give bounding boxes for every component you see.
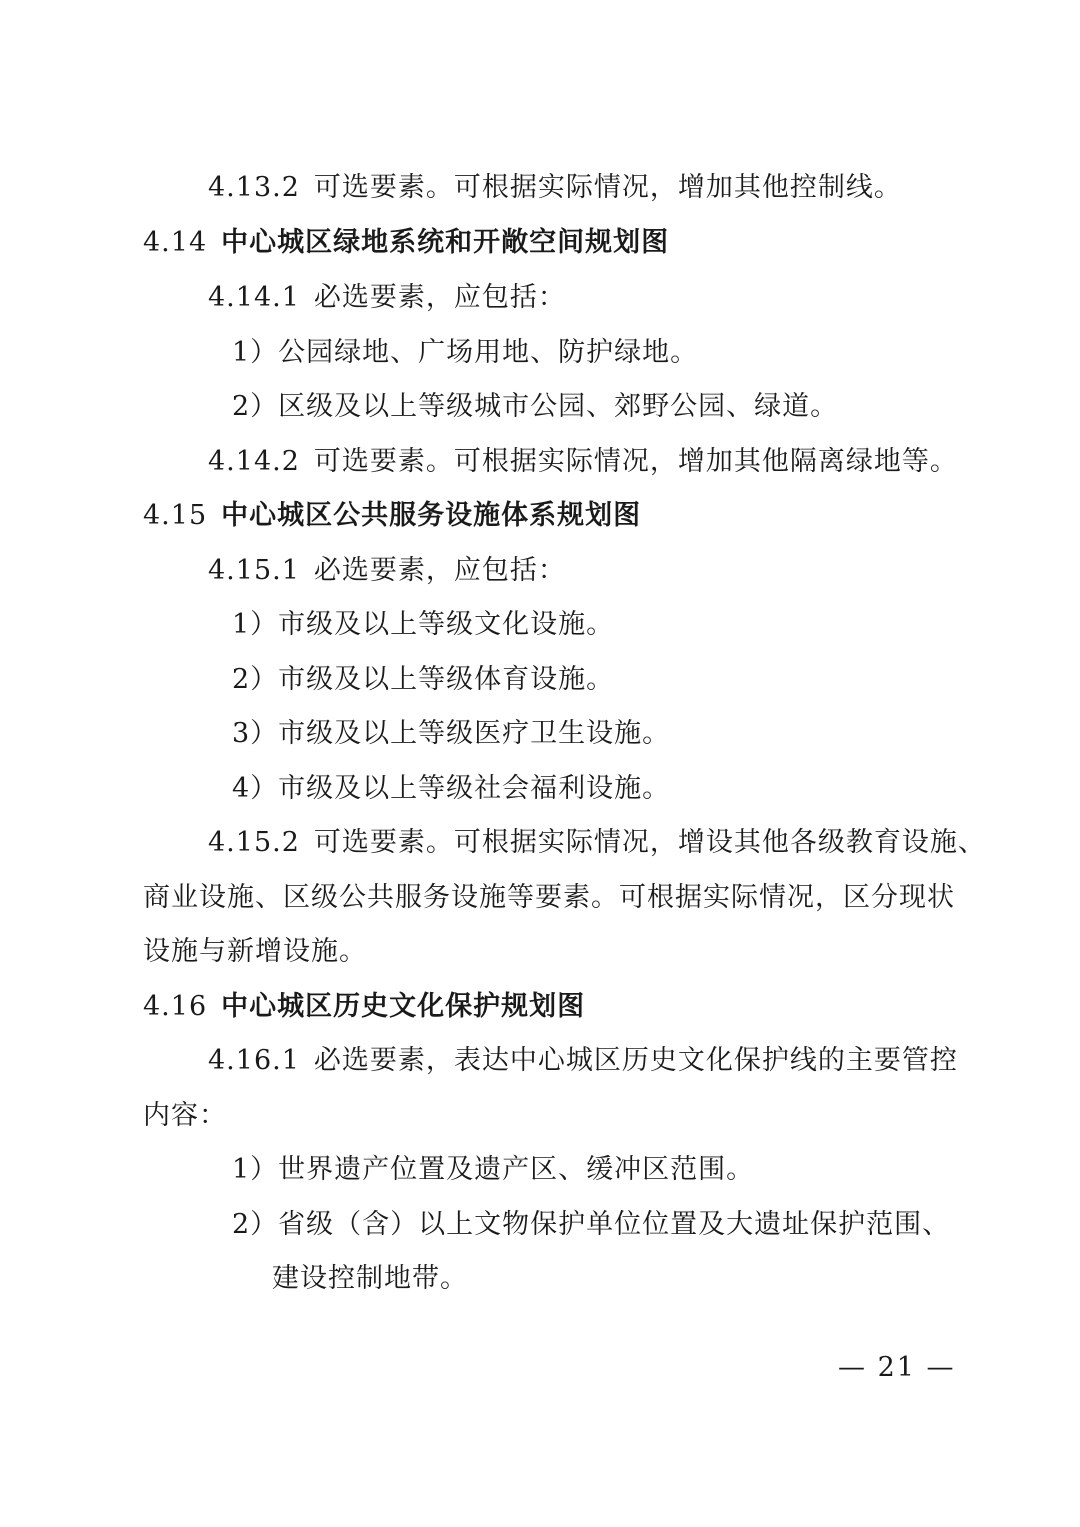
clause-text: 可选要素。可根据实际情况，增加其他控制线。 — [313, 172, 902, 203]
section-number: 4.15 — [143, 500, 208, 531]
list-item: 2）市级及以上等级体育设施。 — [232, 664, 615, 695]
paragraph-continuation: 内容： — [143, 1100, 227, 1131]
clause-4-16-1 — [208, 1043, 958, 1079]
section-title: 中心城区绿地系统和开敞空间规划图 — [221, 227, 670, 258]
section-number: 4.14 — [143, 227, 208, 258]
list-item: 4）市级及以上等级社会福利设施。 — [232, 773, 671, 804]
list-item: 3）市级及以上等级医疗卫生设施。 — [232, 718, 671, 749]
clause-text: 可选要素。可根据实际情况，增设其他各级教育设施、 — [313, 827, 986, 858]
clause-4-15-1 — [208, 553, 566, 589]
page-number: — 21 — — [838, 1352, 956, 1383]
list-item-continuation: 建设控制地带。 — [272, 1263, 468, 1294]
clause-text: 必选要素，应包括： — [313, 282, 566, 313]
paragraph-continuation: 商业设施、区级公共服务设施等要素。可根据实际情况，区分现状 — [143, 882, 955, 913]
paragraph-continuation: 设施与新增设施。 — [143, 936, 367, 967]
clause-4-13-2 — [208, 170, 902, 206]
clause-text: 必选要素，应包括： — [313, 555, 566, 586]
clause-4-14-1 — [208, 280, 566, 316]
clause-number: 4.15.2 — [208, 827, 300, 858]
clause-4-14-2 — [208, 444, 958, 480]
section-title: 中心城区历史文化保护规划图 — [221, 991, 586, 1022]
list-item: 1）公园绿地、广场用地、防护绿地。 — [232, 337, 699, 368]
clause-text: 必选要素，表达中心城区历史文化保护线的主要管控 — [313, 1045, 958, 1076]
section-heading-4-14 — [143, 225, 669, 261]
list-item: 2）省级（含）以上文物保护单位位置及大遗址保护范围、 — [232, 1209, 951, 1240]
clause-number: 4.16.1 — [208, 1045, 300, 1076]
section-title: 中心城区公共服务设施体系规划图 — [221, 500, 642, 531]
clause-number: 4.13.2 — [208, 172, 300, 203]
clause-number: 4.15.1 — [208, 555, 300, 586]
list-item: 1）市级及以上等级文化设施。 — [232, 609, 615, 640]
list-item: 1）世界遗产位置及遗产区、缓冲区范围。 — [232, 1154, 755, 1185]
section-heading-4-15 — [143, 498, 641, 534]
list-item: 2）区级及以上等级城市公园、郊野公园、绿道。 — [232, 391, 839, 422]
clause-text: 可选要素。可根据实际情况，增加其他隔离绿地等。 — [313, 446, 958, 477]
section-heading-4-16 — [143, 989, 585, 1025]
clause-number: 4.14.1 — [208, 282, 300, 313]
clause-4-15-2 — [208, 825, 986, 861]
clause-number: 4.14.2 — [208, 446, 300, 477]
section-number: 4.16 — [143, 991, 208, 1022]
